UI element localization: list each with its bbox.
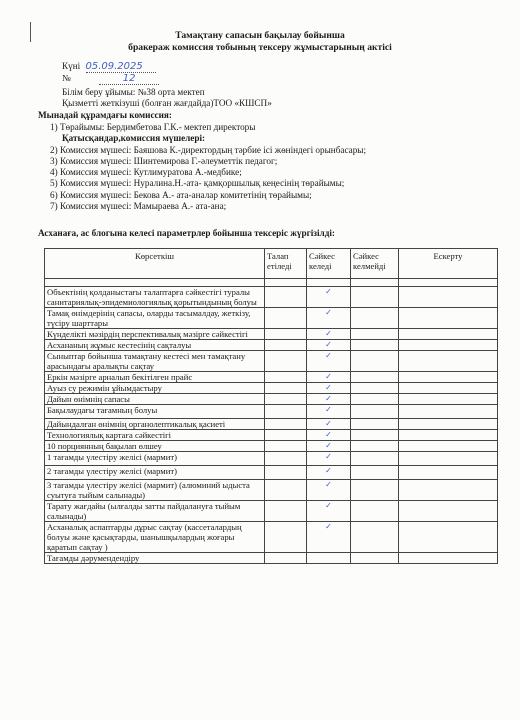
check-mark-icon: ✓ [325,522,332,531]
check-mark-icon: ✓ [325,405,332,414]
row-indicator: Бақылаудағы тағамның болуы [45,405,265,419]
title-line-2: бракераж комиссия тобының тексеру жұмыстарының актісі [128,42,392,53]
table-row [45,522,498,553]
check-mark-icon: ✓ [325,340,332,349]
title-line-1: Тамақтану сапасын бақылау бойынша [175,30,345,41]
col-header-noncompliant: Сәйкес келмейді [351,249,399,279]
col-header-indicator: Көрсеткіш [45,249,265,279]
table-row [45,308,498,329]
provider-line: Қызметті жеткізуші (болған жағдайда)ТОО «КШСП» [62,98,272,108]
member-line: 4) Комиссия мүшесі: Кутлимуратова А.-медбике; [50,167,242,177]
row-indicator: 10 порциянның бақылап өлшеу [45,441,265,452]
table-row [45,501,498,522]
chair-line: 1) Төрайымы: Бердимбетова Г.К.- мектеп директоры [50,122,256,132]
check-mark-icon: ✓ [325,419,332,428]
check-mark-icon: ✓ [325,394,332,403]
date-label: Күні [62,61,81,71]
check-mark-icon: ✓ [325,480,332,489]
row-indicator: Тарату жағдайы (ылғалды затты пайдалануға тыйым салынады) [45,501,265,522]
table-row [45,419,498,430]
check-mark-icon: ✓ [325,452,332,461]
table-row [45,351,498,372]
table-row [45,329,498,340]
table-row [45,394,498,405]
row-indicator: Объектінің қолданыстағы талаптарға сәйкестігі туралы санитариялық-эпидемиологиялық қорытындының болуы [45,287,265,308]
col-header-required: Талап етіледі [265,249,307,279]
member-line: 3) Комиссия мүшесі: Шинтемирова Г.-әлеуметтік педагог; [50,156,278,166]
number-row [62,73,159,85]
number-label: № [62,73,71,83]
table-row [45,430,498,441]
table-row [45,340,498,351]
row-indicator: 1 тағамды үлестіру желісі (мармит) [45,452,265,466]
table-row [45,287,498,308]
member-line: 5) Комиссия мүшесі: Нуралина.Н.-ата- қамқоршылық кеңесінің төрайымы; [50,178,345,188]
row-indicator: 2 тағамды үлестіру желісі (мармит) [45,466,265,480]
composition-heading: Мынадай құрамдағы комиссия: [38,110,172,120]
row-indicator: Еркін мәзірге арналып бекітілген прайс [45,372,265,383]
check-mark-icon: ✓ [325,372,332,381]
table-intro: Асханаға, ас блогына келесі параметрлер бойынша тексеріс жүргізілді: [38,228,335,238]
row-indicator: Асхананың жұмыс кестесінің сақталуы [45,340,265,351]
member-line: 6) Комиссия мүшесі: Бекова А.- ата-аналар комитетінің төрайымы; [50,190,312,200]
table-row [45,553,498,564]
check-mark-icon: ✓ [325,351,332,360]
members-heading: Қатысқандар,комиссия мүшелері: [62,133,206,143]
row-indicator: Тағамды дәрумендендіру [45,553,265,564]
table-row [45,372,498,383]
row-indicator: Ауыз су режимін ұйымдастыру [45,383,265,394]
row-indicator: 3 тағамды үлестіру желісі (мармит) (алюминий ыдыста суытуға тыйым салынады) [45,480,265,501]
check-mark-icon: ✓ [325,329,332,338]
number-value: 12 [99,73,159,85]
table-row [45,480,498,501]
row-indicator: Дайындалған өнімнің органолептикалық қасиеті [45,419,265,430]
row-indicator: Тамақ өнімдерінің сапасы, оларды тасымалдау, жеткізу, түсіру шарттары [45,308,265,329]
check-mark-icon: ✓ [325,501,332,510]
row-indicator: Технологиялық картаға сәйкестігі [45,430,265,441]
table-row [45,441,498,452]
row-indicator: Күнделікті мәзірдің перспективалық мәзірге сәйкестігі [45,329,265,340]
member-line: 7) Комиссия мүшесі: Мамыраева А.- ата-ана; [50,201,227,211]
row-indicator: Сыныптар бойынша тамақтану кестесі мен тамақтану арасындағы аралықты сақтау [45,351,265,372]
table-row [45,466,498,480]
check-mark-icon: ✓ [325,308,332,317]
inspection-table [44,248,498,564]
col-header-note: Ескерту [399,249,498,279]
col-header-compliant: Сәйкес келеді [307,249,351,279]
check-mark-icon: ✓ [325,441,332,450]
table-row [45,383,498,394]
table-row [45,405,498,419]
check-mark-icon: ✓ [325,383,332,392]
date-row [62,61,156,73]
date-value: 05.09.2025 [86,61,156,73]
table-row [45,452,498,466]
member-line: 2) Комиссия мүшесі: Баяшова К.-директордың тәрбие ісі жөніндегі орынбасары; [50,145,367,155]
check-mark-icon: ✓ [325,430,332,439]
row-indicator: Дайын өнімнің сапасы [45,394,265,405]
row-indicator: Асханалық аспаптарды дұрыс сақтау (кассеталардың болуы және қасықтарды, шанышқылардың жоғары қаратып сақтау ) [45,522,265,553]
school-line: Білім беру ұйымы: №38 орта мектеп [62,87,205,97]
check-mark-icon: ✓ [325,466,332,475]
check-mark-icon: ✓ [325,287,332,296]
